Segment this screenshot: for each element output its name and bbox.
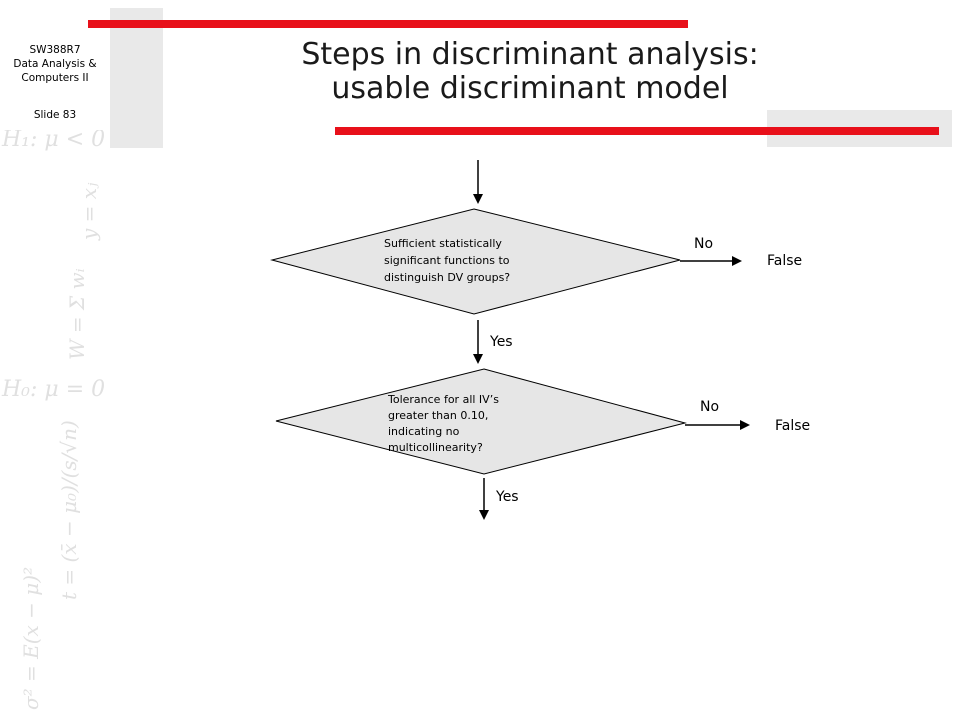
slide-title-line1: Steps in discriminant analysis: [301, 37, 759, 72]
slide-number: Slide 83 [33, 109, 77, 121]
course-name-line1: Data Analysis & [13, 58, 97, 70]
decision-2-no-label: No [700, 399, 720, 415]
watermark-t: t = (x̄ − μ₀)/(s/√n) [57, 420, 81, 600]
decision-2-line2: greater than 0.10, [388, 409, 489, 422]
course-code: SW388R7 [29, 44, 81, 56]
watermark-variance: σ² = E(x − μ)² [19, 566, 43, 710]
decision-1-line3: distinguish DV groups? [384, 271, 511, 284]
course-name-line2: Computers II [21, 72, 89, 84]
decision-1-yes-label: Yes [490, 334, 513, 350]
decision-1-false-result: False [767, 253, 803, 269]
watermark-h0: H₀: μ = 0 [2, 377, 106, 402]
watermark-h1: H₁: μ < 0 [2, 130, 106, 152]
slide-title-line2: usable discriminant model [331, 71, 729, 106]
decision-2-false-result: False [775, 418, 811, 434]
decision-2-line1: Tolerance for all IV’s [388, 393, 499, 406]
decision-2-line4: multicollinearity? [388, 441, 483, 454]
decision-1-line2: significant functions to [384, 254, 510, 267]
watermark-sum: W = Σ wᵢ [65, 268, 89, 360]
decision-2-line3: indicating no [388, 425, 460, 438]
decision-1-text [384, 237, 513, 284]
decision-1-line1: Sufficient statistically [384, 237, 502, 250]
decision-1-no-label: No [694, 236, 714, 252]
decision-2-yes-label: Yes [496, 489, 519, 505]
watermark-y: y = xⱼ [77, 182, 101, 240]
